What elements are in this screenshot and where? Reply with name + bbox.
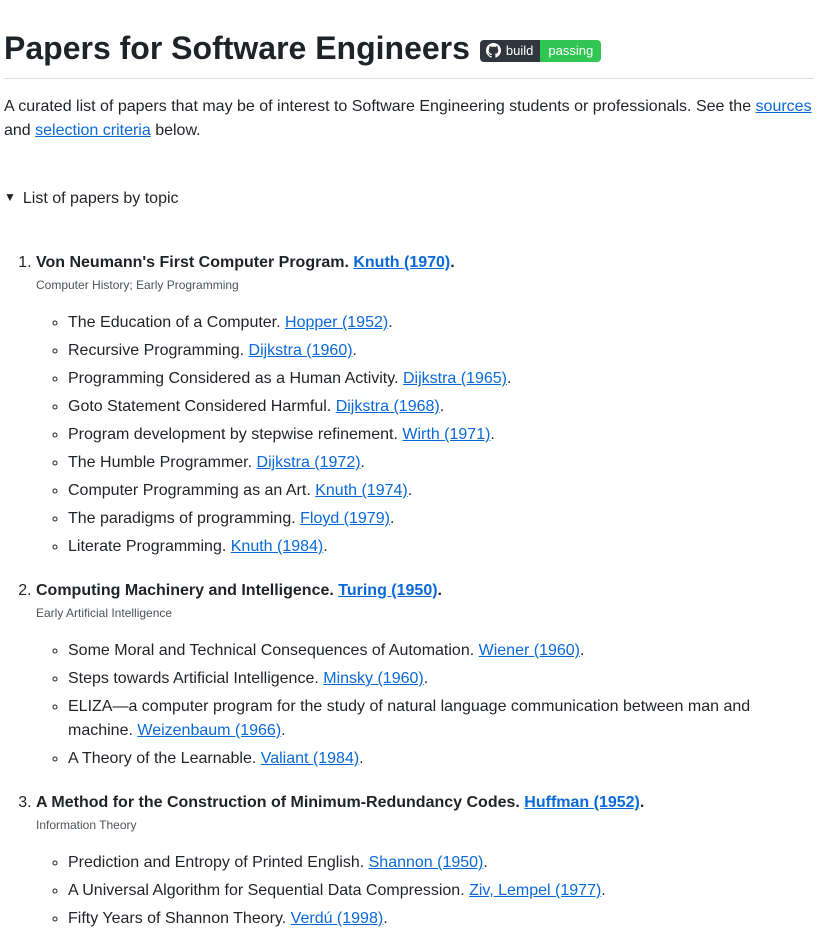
topic-title: Computing Machinery and Intelligence.	[36, 582, 334, 599]
topic-item	[36, 251, 814, 559]
paper-link[interactable]: Dijkstra (1968)	[335, 398, 440, 415]
paper-item	[68, 747, 814, 771]
disclosure-triangle-icon: ▼	[4, 190, 16, 204]
period: .	[439, 398, 445, 415]
paper-link[interactable]: Dijkstra (1960)	[248, 342, 353, 359]
paper-item	[68, 395, 814, 419]
paper-title: A Theory of the Learnable.	[68, 750, 257, 767]
paper-title: The Education of a Computer.	[68, 314, 281, 331]
paper-title: Goto Statement Considered Harmful.	[68, 398, 332, 415]
paper-title: Computer Programming as an Art.	[68, 482, 311, 499]
paper-title: Prediction and Entropy of Printed English.	[68, 854, 365, 871]
period: .	[580, 642, 585, 659]
period: .	[360, 454, 365, 471]
paper-item	[68, 695, 814, 743]
paper-item	[68, 879, 814, 903]
paper-item	[68, 339, 814, 363]
paper-link[interactable]: Valiant (1984)	[260, 750, 360, 767]
topic-subtitle: Early Artificial Intelligence	[36, 606, 173, 620]
paper-link[interactable]: Knuth (1974)	[315, 482, 408, 499]
period: .	[601, 882, 606, 899]
paper-link[interactable]: Dijkstra (1965)	[402, 370, 507, 387]
paper-item	[68, 639, 814, 663]
period: .	[389, 510, 395, 527]
paper-title: Recursive Programming.	[68, 342, 245, 359]
paper-link[interactable]: Verdú (1998)	[290, 910, 384, 927]
badge-status: passing	[540, 40, 601, 62]
paper-item	[68, 851, 814, 875]
papers-sublist	[36, 311, 814, 559]
paper-title: ELIZA—a computer program for the study of natural language communication between man and machine.	[68, 698, 751, 739]
paper-item	[68, 535, 814, 559]
period: .	[639, 794, 645, 811]
topic-title: A Method for the Construction of Minimum-Redundancy Codes.	[36, 794, 520, 811]
paper-title: Literate Programming.	[68, 538, 227, 555]
paper-link[interactable]: Wirth (1971)	[402, 426, 491, 443]
period: .	[450, 254, 455, 271]
paper-link[interactable]: Hopper (1952)	[285, 314, 389, 331]
intro-paragraph	[4, 95, 814, 143]
paper-title: The Humble Programmer.	[68, 454, 253, 471]
paper-title: The paradigms of programming.	[68, 510, 296, 527]
paper-title: A Universal Algorithm for Sequential Data Compression.	[68, 882, 465, 899]
period: .	[352, 342, 357, 359]
period: .	[507, 370, 512, 387]
paper-item	[68, 367, 814, 391]
topic-title: Von Neumann's First Computer Program.	[36, 254, 349, 271]
paper-item	[68, 507, 814, 531]
github-icon	[486, 43, 501, 58]
page-title-text: Papers for Software Engineers	[4, 30, 470, 66]
badge-label-section	[480, 40, 540, 62]
summary-label: List of papers by topic	[22, 190, 179, 207]
paper-item	[68, 311, 814, 335]
paper-item	[68, 667, 814, 691]
paper-title: Steps towards Artificial Intelligence.	[68, 670, 319, 687]
intro-text-3: below.	[150, 122, 201, 139]
paper-title: Program development by stepwise refinement.	[68, 426, 398, 443]
paper-link[interactable]: Wiener (1960)	[478, 642, 580, 659]
topic-paper-link[interactable]: Huffman (1952)	[524, 794, 640, 811]
paper-link[interactable]: Floyd (1979)	[300, 510, 390, 527]
paper-item	[68, 907, 814, 931]
period: .	[281, 722, 286, 739]
topic-paper-link[interactable]: Knuth (1970)	[353, 254, 451, 271]
topic-subtitle: Information Theory	[36, 818, 137, 832]
topics-list	[4, 251, 814, 931]
selection-criteria-link[interactable]: selection criteria	[35, 122, 151, 139]
paper-item	[68, 479, 814, 503]
period: .	[359, 750, 364, 767]
page-title	[4, 28, 814, 79]
paper-item	[68, 423, 814, 447]
papers-sublist	[36, 639, 814, 771]
readme-page	[4, 28, 814, 931]
build-status-badge[interactable]	[480, 40, 601, 62]
sources-link[interactable]: sources	[755, 98, 812, 115]
paper-link[interactable]: Shannon (1950)	[368, 854, 484, 871]
intro-text-1: A curated list of papers that may be of interest to Software Engineering students or professionals. See the	[4, 98, 756, 115]
paper-link[interactable]: Dijkstra (1972)	[256, 454, 361, 471]
period: .	[437, 582, 442, 599]
period: .	[483, 854, 488, 871]
period: .	[383, 910, 388, 927]
paper-item	[68, 451, 814, 475]
period: .	[407, 482, 413, 499]
period: .	[490, 426, 495, 443]
paper-link[interactable]: Ziv, Lempel (1977)	[469, 882, 602, 899]
paper-title: Programming Considered as a Human Activity.	[68, 370, 399, 387]
period: .	[423, 670, 429, 687]
topic-item	[36, 791, 814, 931]
badge-label: build	[505, 42, 534, 58]
period: .	[323, 538, 328, 555]
paper-title: Fifty Years of Shannon Theory.	[68, 910, 287, 927]
topic-subtitle: Computer History; Early Programming	[36, 278, 239, 292]
papers-summary-toggle[interactable]	[4, 187, 814, 211]
paper-link[interactable]: Knuth (1984)	[230, 538, 324, 555]
intro-text-2: and	[4, 122, 36, 139]
topic-paper-link[interactable]: Turing (1950)	[338, 582, 438, 599]
papers-sublist	[36, 851, 814, 931]
topic-item	[36, 579, 814, 771]
papers-details	[4, 187, 814, 931]
paper-link[interactable]: Minsky (1960)	[323, 670, 424, 687]
period: .	[388, 314, 393, 331]
paper-title: Some Moral and Technical Consequences of Automation.	[68, 642, 475, 659]
paper-link[interactable]: Weizenbaum (1966)	[137, 722, 282, 739]
